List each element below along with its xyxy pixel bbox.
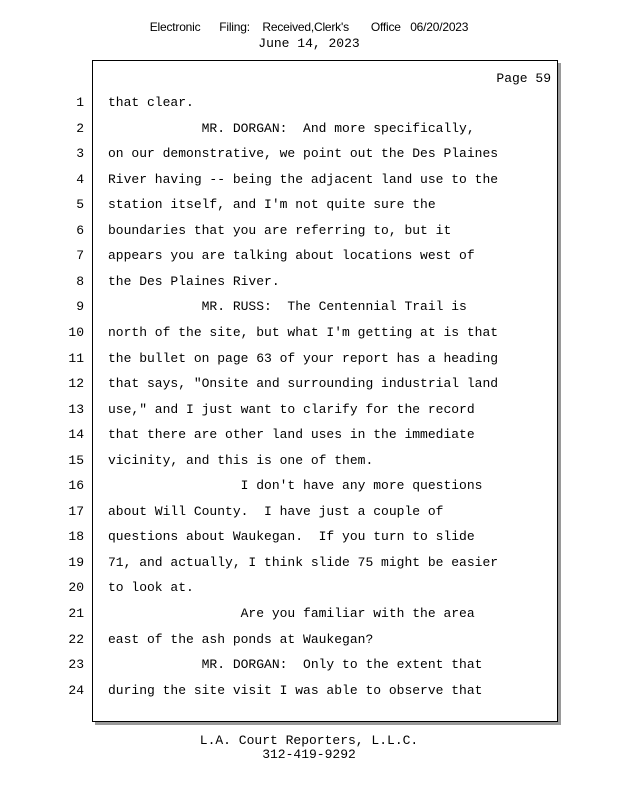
line-number: 12 (68, 376, 84, 391)
line-text: that clear. (108, 95, 194, 110)
line-text: that says, "Onsite and surrounding industrial land (108, 376, 499, 391)
line-number: 16 (68, 478, 84, 493)
page-number: Page 59 (496, 71, 551, 86)
line-number: 3 (76, 146, 84, 161)
line-text: station itself, and I'm not quite sure the (108, 197, 436, 212)
line-text: MR. RUSS: The Centennial Trail is (108, 299, 467, 314)
line-number: 22 (68, 632, 84, 647)
line-number: 18 (68, 529, 84, 544)
transcript-date: June 14, 2023 (258, 36, 360, 51)
line-text: about Will County. I have just a couple of (108, 504, 444, 519)
line-text: questions about Waukegan. If you turn to slide (108, 529, 475, 544)
line-text: the Des Plaines River. (108, 274, 280, 289)
line-text: the bullet on page 63 of your report has a heading (108, 351, 499, 366)
line-text: 71, and actually, I think slide 75 might be easier (108, 555, 499, 570)
line-number: 10 (68, 325, 84, 340)
line-text: MR. DORGAN: Only to the extent that (108, 657, 483, 672)
line-number: 1 (76, 95, 84, 110)
line-text: east of the ash ponds at Waukegan? (108, 632, 374, 647)
line-number: 4 (76, 172, 84, 187)
filing-label: Filing: (219, 20, 250, 34)
line-number: 20 (68, 580, 84, 595)
line-text: vicinity, and this is one of them. (108, 453, 374, 468)
line-number: 11 (68, 351, 84, 366)
line-text: boundaries that you are referring to, but it (108, 223, 452, 238)
line-text: MR. DORGAN: And more specifically, (108, 121, 475, 136)
footer-company: L.A. Court Reporters, L.L.C. (199, 733, 419, 748)
footer-phone: 312-419-9292 (262, 747, 356, 762)
line-text: use," and I just want to clarify for the record (108, 402, 475, 417)
filing-office: Office (370, 20, 401, 34)
line-text: I don't have any more questions (108, 478, 483, 493)
line-text: appears you are talking about locations west of (108, 248, 475, 263)
line-number: 17 (68, 504, 84, 519)
line-number: 15 (68, 453, 84, 468)
line-text: Are you familiar with the area (108, 606, 475, 621)
line-number: 23 (68, 657, 84, 672)
line-text: during the site visit I was able to observe that (108, 683, 483, 698)
line-number: 19 (68, 555, 84, 570)
line-number: 21 (68, 606, 84, 621)
line-text: north of the site, but what I'm getting at is that (108, 325, 499, 340)
filing-received: Received,Clerk's (262, 20, 349, 34)
line-number: 6 (76, 223, 84, 238)
line-number: 8 (76, 274, 84, 289)
line-number: 9 (76, 299, 84, 314)
line-text: River having -- being the adjacent land use to the (108, 172, 499, 187)
line-text: on our demonstrative, we point out the Des Plaines (108, 146, 499, 161)
filing-date: 06/20/2023 (410, 20, 469, 34)
line-number: 2 (76, 121, 84, 136)
filing-stamp (0, 20, 618, 34)
line-number: 5 (76, 197, 84, 212)
filing-electronic: Electronic (149, 20, 201, 34)
line-number: 13 (68, 402, 84, 417)
line-text: that there are other land uses in the immediate (108, 427, 475, 442)
line-number: 14 (68, 427, 84, 442)
line-number: 24 (68, 683, 84, 698)
line-text: to look at. (108, 580, 194, 595)
line-number: 7 (76, 248, 84, 263)
